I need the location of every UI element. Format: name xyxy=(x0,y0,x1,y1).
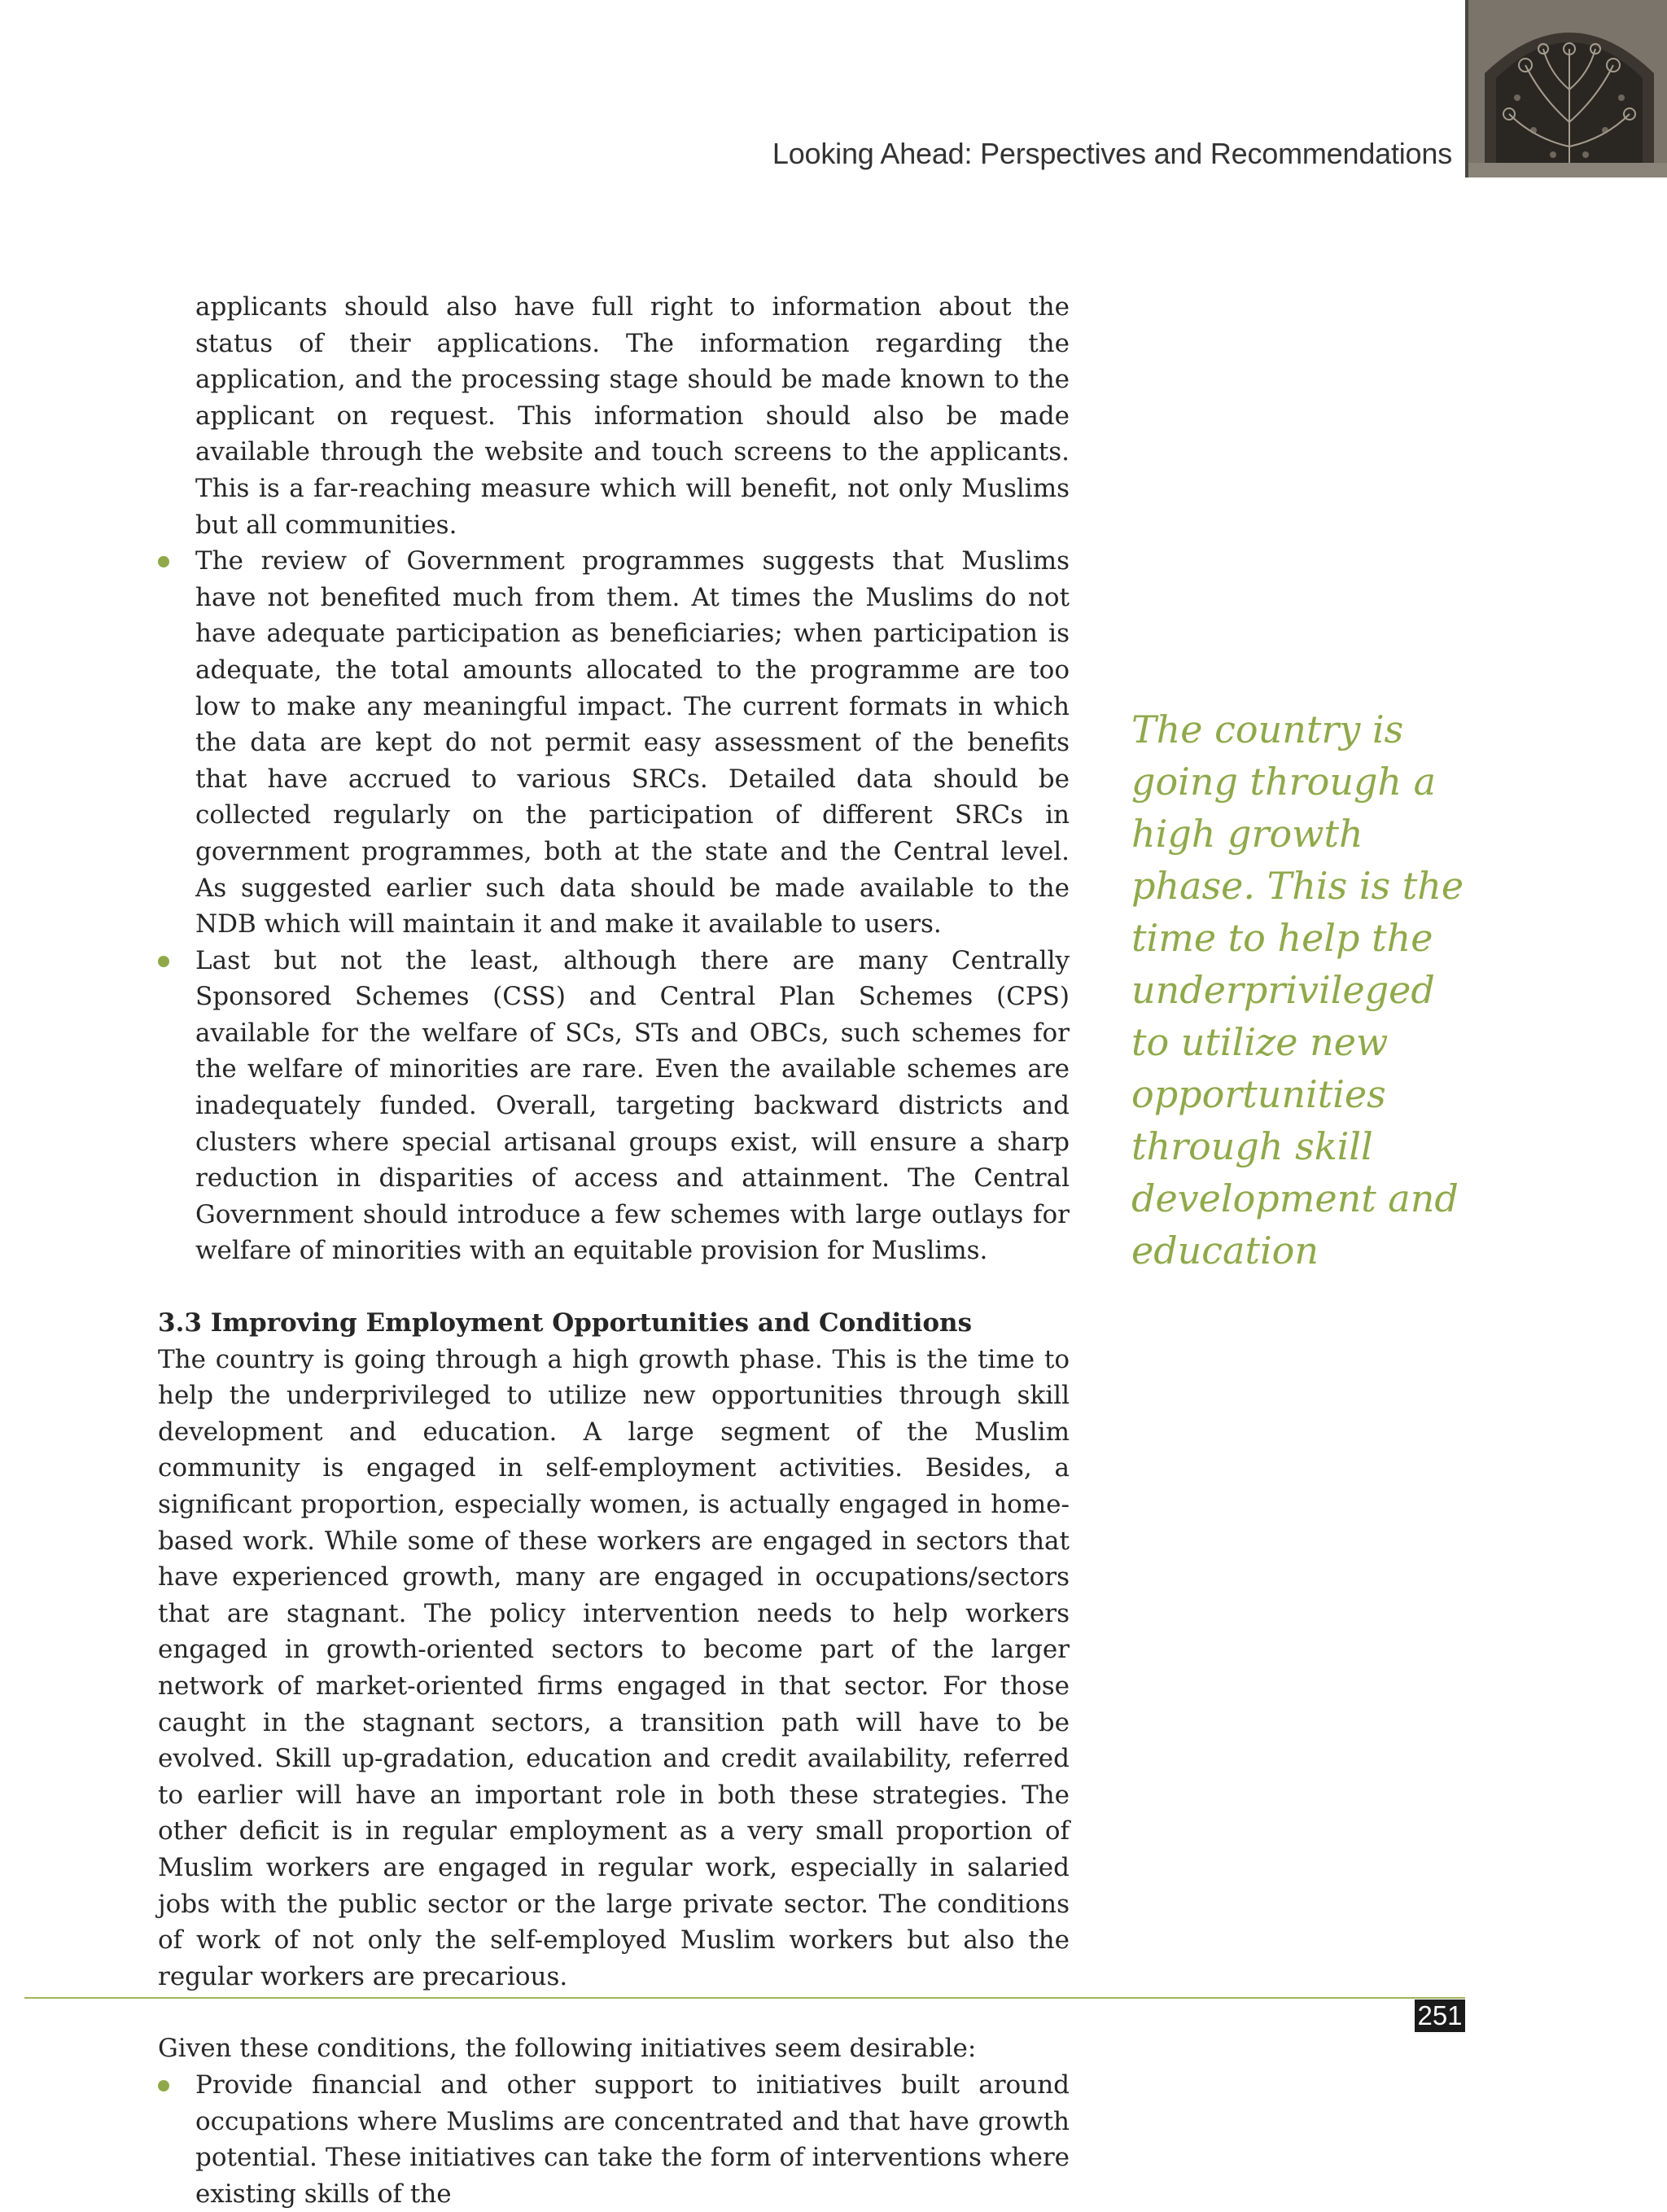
bullet-text: The review of Government programmes suggests that Muslims have not benefited much from them. At times the Muslims do not have adequate participation as beneficiaries; when participation is adequate, the total amounts allocated to the programme are too low to make any meaningful impact. The current formats in which the data are kept do not permit easy assessment of the benefits that have accrued to various SRCs. Detailed data should be collected regularly on the participation of different SRCs in government programmes, both at the state and the Central level. As suggested earlier such data should be made available to the NDB which will maintain it and make it available to users. xyxy=(195,546,1070,940)
section-heading: 3.3 Improving Employment Opportunities and Conditions xyxy=(158,1308,973,1338)
list-item xyxy=(158,543,1070,943)
running-header-title: Looking Ahead: Perspectives and Recommendations xyxy=(772,137,1452,170)
bullet-icon xyxy=(158,956,169,967)
bullet-text: Last but not the least, although there are many Centrally Sponsored Schemes (CSS) and Central Plan Schemes (CPS) available for the welfare of SCs, STs and OBCs, such schemes for the welfare of minorities are rare. Even the available schemes are inadequately funded. Overall, targeting backward districts and clusters where special artisanal groups exist, will ensure a sharp reduction in disparities of access and attainment. The Central Government should introduce a few schemes with large outlays for welfare of minorities with an equitable provision for Muslims. xyxy=(195,945,1070,1266)
bullet-icon xyxy=(158,2080,169,2092)
page-number: 251 xyxy=(1415,2000,1465,2032)
main-text-column xyxy=(158,289,1070,2212)
lattice-image xyxy=(1468,0,1667,177)
intro-line: Given these conditions, the following initiatives seem desirable: xyxy=(158,2034,977,2064)
section-paragraph: The country is going through a high growth phase. This is the time to help the underprivileged to utilize new opportunities through skill development and education. A large segment of the Muslim community is engaged in self-employment activities. Besides, a significant proportion, especially women, is actually engaged in home-based work. While some of these workers are engaged in sectors that have experienced growth, many are engaged in occupations/sectors that are stagnant. The policy intervention needs to help workers engaged in growth-oriented sectors to become part of the larger network of market-oriented firms engaged in that sector. For those caught in the stagnant sectors, a transition path will have to be evolved. Skill up-gradation, education and credit availability, referred to earlier will have an important role in both these strategies. The other deficit is in regular employment as a very small proportion of Muslim workers are engaged in regular work, especially in salaried jobs with the public sector or the large private sector. The conditions of work of not only the self-employed Muslim workers but also the regular workers are precarious. xyxy=(158,1344,1070,1991)
pull-quote: The country is going through a high growth phase. This is the time to help the underprivileged to utilize new opportunities through skill development and education xyxy=(1131,707,1464,1272)
bullet-text: Provide financial and other support to initiatives built around occupations where Muslims are concentrated and that have growth potential. These initiatives can take the form of interventions where existing skills of the xyxy=(195,2070,1070,2209)
arch-lattice-window-icon xyxy=(1465,0,1667,177)
list-item xyxy=(158,943,1070,1269)
bullet-icon xyxy=(158,556,169,567)
bullet-list-top xyxy=(158,543,1070,1269)
bullet-list-bottom xyxy=(158,2067,1070,2212)
list-item xyxy=(158,2067,1070,2212)
footer-divider xyxy=(24,1997,1465,1999)
continued-paragraph: applicants should also have full right to information about the status of their applications. The information regarding the application, and the processing stage should be made known to the applicant on request. This information should also be made available through the website and touch screens to the applicants. This is a far-reaching measure which will benefit, not only Muslims but all communities. xyxy=(195,292,1070,540)
